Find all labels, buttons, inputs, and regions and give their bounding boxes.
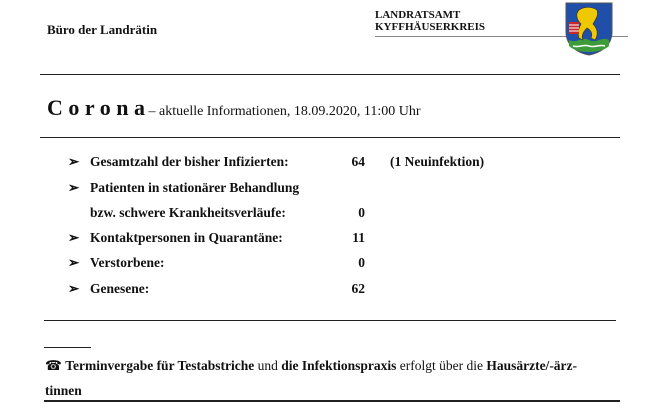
list-item: [68, 205, 508, 225]
stat-label: Genesene:: [90, 281, 150, 296]
list-item: [68, 180, 508, 200]
arrow-bullet-icon: ➢: [68, 230, 80, 245]
footer-note: [45, 358, 577, 374]
footer-text: Hausärzte/-ärz-: [486, 358, 578, 373]
stat-value: 0: [358, 205, 365, 220]
arrow-bullet-icon: ➢: [68, 180, 80, 195]
arrow-bullet-icon: ➢: [68, 281, 80, 296]
list-item: [68, 255, 508, 275]
footer-text: und: [254, 358, 282, 373]
coat-of-arms-logo: [565, 2, 613, 56]
footer-text-cont: tinnen: [45, 383, 82, 398]
org-name: [375, 9, 485, 33]
divider: [40, 137, 620, 138]
list-item: [68, 230, 508, 250]
divider: [44, 400, 620, 402]
org-line-2: KYFFHÄUSERKREIS: [375, 21, 486, 33]
list-item: [68, 281, 508, 301]
stat-label: Verstorbene:: [90, 255, 165, 270]
stat-value: 0: [358, 255, 365, 270]
arrow-bullet-icon: ➢: [68, 255, 80, 270]
org-line-1: LANDRATSAMT: [375, 9, 461, 21]
page-title: [47, 95, 421, 121]
stat-label: bzw. schwere Krankheitsverläufe:: [90, 205, 286, 220]
footnote-rule: [44, 347, 91, 348]
telephone-icon: ☎: [45, 358, 62, 373]
office-name: Büro der Landrätin: [47, 22, 158, 37]
stat-value: 11: [352, 230, 365, 245]
arrow-bullet-icon: ➢: [68, 154, 80, 169]
footer-text: erfolgt über die: [396, 358, 487, 373]
title-sub: – aktuelle Informationen, 18.09.2020, 11:00 Uhr: [145, 104, 421, 119]
stat-label: Gesamtzahl der bisher Infizierten:: [90, 154, 289, 169]
divider: [40, 74, 620, 75]
stat-label: Kontaktpersonen in Quarantäne:: [90, 230, 283, 245]
divider: [44, 320, 616, 321]
list-item: [68, 154, 508, 174]
footer-text: die Infektionspraxis: [281, 358, 397, 373]
stat-note: (1 Neuinfektion): [390, 154, 485, 169]
stat-label: Patienten in stationärer Behandlung: [90, 180, 300, 195]
stat-value: 64: [351, 154, 365, 169]
stat-value: 62: [351, 281, 365, 296]
footer-text: Terminvergabe für Testabstriche: [65, 358, 255, 373]
title-main: C o r o n a: [47, 95, 145, 120]
